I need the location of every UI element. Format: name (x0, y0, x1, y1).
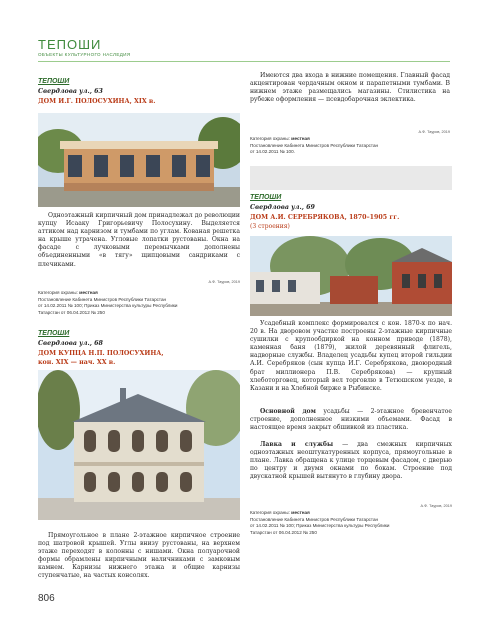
entry2-main-house-text: усадьбы — 2-этажное бревенчатое строение, дополненное низкими объемами. Фасад в настоящее время закрыт обшивкой из пластика. (250, 408, 452, 432)
entry3-photo (38, 370, 240, 520)
entry2-address: Свердлова ул., 69 (250, 204, 315, 211)
entry2-photo (250, 236, 452, 316)
entry3-title-line2: кон. XIX — нач. XX в. (38, 359, 116, 366)
entry2-subtitle: (3 строения) (250, 223, 290, 230)
entry2-section-label: ТЕПОШИ (250, 194, 282, 201)
entry1-photo (38, 113, 240, 207)
entry2-title: ДОМ А.И. СЕРЕБРЯКОВА, 1870–1905 гг. (250, 214, 400, 221)
entry2-main-house: Основной дом усадьбы — 2-этажное бревенчатое строение, дополненное низкими объемами. Фасад в настоящее время закрыт обшивкой из пластика. (250, 408, 452, 432)
entry2-description: Усадебный комплекс формировался с кон. 1870-х по нач. 20 в. На дворовом участке построены 2-этажные кирпичные сушилки с крупообдиркой на конном приводе (1878), каменная баня (1879), жилой деревянный флигель, надворные службы. Владелец усадьбы купец второй гильдии А.И. Серебряков (сын купца И.Г. Серебрякова, двоюродный брат миллионера П.В. Серебрякова) — крупный хлеботорговец, который вел торговлю в Тетюшском уезде, в Казани и на Хлебной бирже в Рыбинске. (250, 320, 452, 392)
entry1-section-label: ТЕПОШИ (38, 78, 70, 85)
entry3-address: Свердлова ул., 68 (38, 340, 103, 347)
entry3-section-label: ТЕПОШИ (38, 330, 70, 337)
entry1-address: Свердлова ул., 63 (38, 88, 103, 95)
intro-photo-credit: А.Ф. Тауров, 2019 (418, 130, 450, 134)
entry1-protection-category: Категория охраны: местная Постановление Кабинета Министров Республики Татарстан от 14.02.2011 № 100; Приказ Министерства культуры Республики Татарстан от 06.04.2012 № 250 (38, 290, 178, 315)
entry1-photo-credit: А.Ф. Тауров, 2019 (208, 280, 240, 284)
entry1-description: Одноэтажный кирпичный дом принадлежал до революции купцу Исааку Григорьевичу Полосухину. Выделяется аттиком над карнизом и тумбами по углам. Кованая решетка на крыше утрачена. Угловые лопатки рустованы. Окна на фасаде с лучковыми перемычками дополнены объединенными «в тягу» щипцовыми сандриками с плечиками. (38, 212, 240, 268)
running-header-title: ТЕПОШИ (38, 37, 102, 52)
entry2-photo-credit: А.Ф. Тауров, 2019 (420, 504, 452, 508)
intro-protection-category: Категория охраны: местная Постановление Кабинета Министров Республики Татарстан от 14.02.2011 № 100. (250, 136, 379, 155)
running-header-subtitle: ОБЪЕКТЫ КУЛЬТУРНОГО НАСЛЕДИЯ (38, 52, 131, 57)
entry2-protection-category: Категория охраны: местная Постановление Кабинета Министров Республики Татарстан от 14.02.2011 № 100; Приказ Министерства культуры Республики Татарстан от 06.04.2012 № 250 (250, 510, 390, 535)
page-number: 806 (38, 593, 55, 604)
entry2-shop: Лавка и службы — два смежных кирпичных одноэтажных неоштукатуренных корпуса, прямоугольные в плане. Лавка обращена к улице торцевым фасадом, с дверью по центру и двумя окнами по бокам. Строение под двускатной крышей вытянуто в глубину двора. (250, 441, 452, 481)
entry1-title: ДОМ И.Г. ПОЛОСУХИНА, XIX в. (38, 98, 156, 105)
entry3-title-line1: ДОМ КУПЦА Н.П. ПОЛОСУХИНА, (38, 350, 164, 357)
entry2-shop-text: — два смежных кирпичных одноэтажных неоштукатуренных корпуса, прямоугольные в плане. Лавка обращена к улице торцевым фасадом, с дверью по центру и двумя окнами по бокам. Строение под двускатной крышей вытянуто в глубину двора. (250, 441, 452, 481)
intro-paragraph: Имеются два входа в нижние помещения. Главный фасад акцентирован чердачным окном и парапетными тумбами. В нижнем этаже размещались магазины. Стилистика на рубеже оформления — псевдобарочная эклектика. (250, 72, 450, 104)
entry3-description: Прямоугольное в плане 2-этажное кирпичное строение под шатровой крышей. Углы внизу рустованы, на верхнем этаже переходят в колонны с нишами. Окна полуарочной формы обрамлены кирпичными наличниками с замковым камнем. Карнизы нижнего этажа и общие карнизы ступенчатые, на частых консолях. (38, 532, 240, 580)
header-rule (38, 61, 450, 62)
entry2-photo-top (250, 166, 452, 190)
